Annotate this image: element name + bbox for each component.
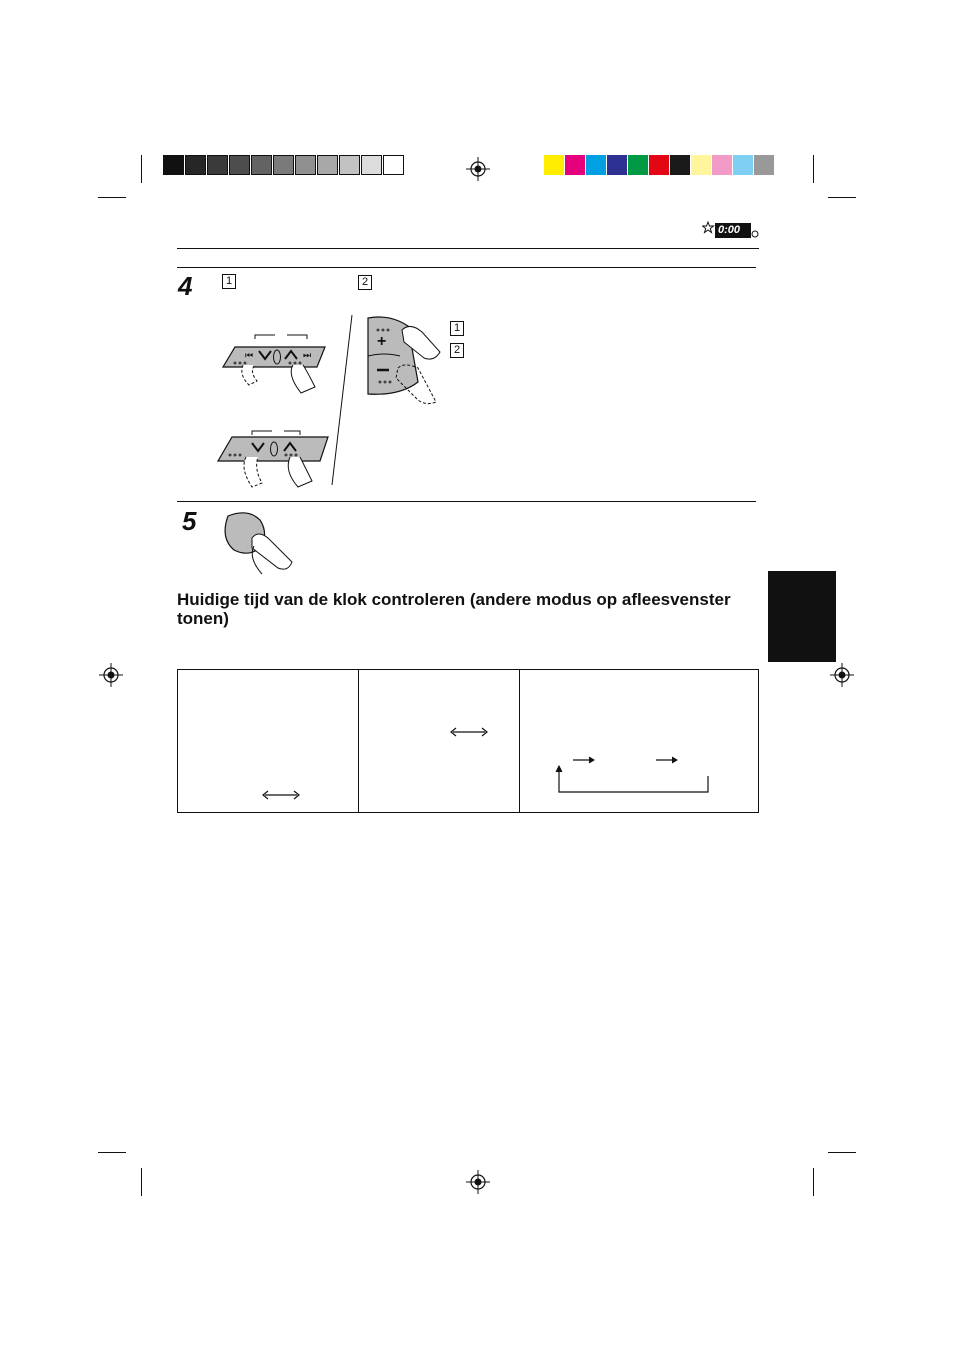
svg-text:⏭: ⏭ bbox=[303, 350, 312, 360]
volume-knob-illustration bbox=[360, 312, 445, 407]
color-swatch bbox=[273, 155, 294, 175]
color-swatch bbox=[544, 155, 565, 175]
crop-mark bbox=[813, 1168, 814, 1196]
process-color-bar bbox=[544, 155, 775, 175]
color-swatch bbox=[207, 155, 228, 175]
double-arrow-icon bbox=[450, 727, 488, 737]
grayscale-calibration-bar bbox=[163, 155, 405, 175]
table-column-divider bbox=[519, 670, 520, 812]
mode-cycle-diagram bbox=[553, 752, 713, 796]
step-number-4: 4 bbox=[178, 271, 193, 301]
color-swatch bbox=[586, 155, 607, 175]
color-swatch bbox=[691, 155, 712, 175]
updown-buttons-illustration bbox=[212, 425, 332, 495]
crop-mark bbox=[828, 1152, 856, 1153]
crop-mark bbox=[141, 155, 142, 183]
color-swatch bbox=[383, 155, 404, 175]
registration-mark-icon bbox=[466, 157, 490, 181]
color-swatch bbox=[628, 155, 649, 175]
color-swatch bbox=[733, 155, 754, 175]
registration-mark-icon bbox=[466, 1170, 490, 1194]
finger-press-icon bbox=[218, 508, 298, 578]
crop-mark bbox=[98, 1152, 126, 1153]
registration-mark-icon bbox=[830, 663, 854, 687]
step-4-sub-box-1: 1 bbox=[450, 321, 464, 336]
color-swatch bbox=[185, 155, 206, 175]
step-5-rule bbox=[177, 501, 756, 502]
step-4-sub-box-2: 2 bbox=[450, 343, 464, 358]
seek-buttons-illustration bbox=[215, 325, 335, 395]
language-tab bbox=[768, 571, 836, 662]
color-swatch bbox=[339, 155, 360, 175]
table-column-divider bbox=[358, 670, 359, 812]
display-mode-table bbox=[177, 669, 759, 813]
color-swatch bbox=[295, 155, 316, 175]
step-4-rule bbox=[177, 267, 756, 268]
clock-display-text: 0:00 bbox=[718, 224, 741, 236]
step-4-box-1: 1 bbox=[222, 274, 236, 289]
step-4-box-2: 2 bbox=[358, 275, 372, 290]
color-swatch bbox=[229, 155, 250, 175]
crop-mark bbox=[98, 197, 126, 198]
color-swatch bbox=[361, 155, 382, 175]
color-swatch bbox=[607, 155, 628, 175]
crop-mark bbox=[828, 197, 856, 198]
crop-mark bbox=[813, 155, 814, 183]
clock-display-icon bbox=[702, 220, 760, 240]
color-swatch bbox=[670, 155, 691, 175]
registration-mark-icon bbox=[99, 663, 123, 687]
header-rule bbox=[177, 248, 759, 249]
color-swatch bbox=[565, 155, 586, 175]
color-swatch bbox=[251, 155, 272, 175]
color-swatch bbox=[712, 155, 733, 175]
color-swatch bbox=[163, 155, 184, 175]
svg-text:⏮: ⏮ bbox=[245, 350, 254, 360]
double-arrow-icon bbox=[262, 790, 300, 800]
step-number-5: 5 bbox=[182, 506, 197, 536]
color-swatch bbox=[317, 155, 338, 175]
section-heading: Huidige tijd van de klok controleren (andere modus op afleesvenster tonen) bbox=[177, 590, 731, 628]
svg-text:+: + bbox=[377, 333, 387, 350]
illustration-divider bbox=[328, 315, 358, 485]
crop-mark bbox=[141, 1168, 142, 1196]
color-swatch bbox=[754, 155, 775, 175]
color-swatch bbox=[649, 155, 670, 175]
